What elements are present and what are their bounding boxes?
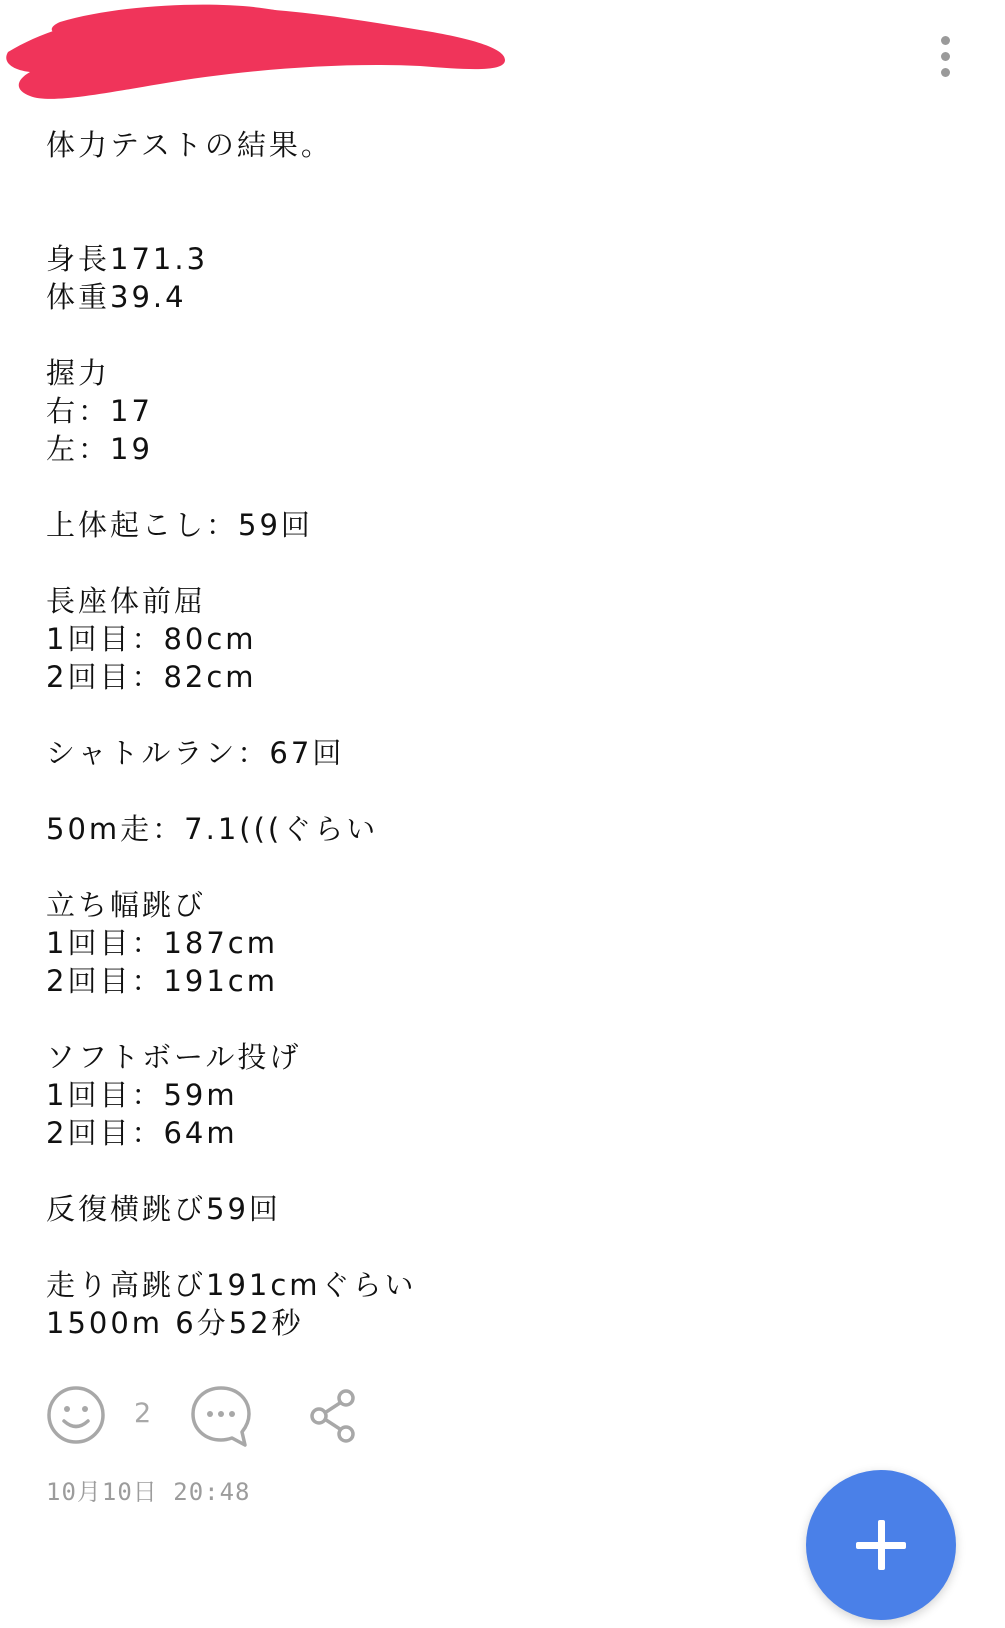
dash-50m-entry: 50m走：7.1(((ぐらい <box>46 812 379 846</box>
add-post-button[interactable] <box>806 1470 956 1620</box>
softball-first: 1回目：59m <box>46 1078 238 1112</box>
reaction-button[interactable] <box>46 1384 106 1446</box>
sit-reach-label: 長座体前屈 <box>46 584 207 618</box>
long-jump-label: 立ち幅跳び <box>46 888 207 922</box>
weight-entry: 体重39.4 <box>46 280 187 314</box>
softball-label: ソフトボール投げ <box>46 1040 302 1074</box>
blank-line <box>46 772 926 810</box>
share-button[interactable] <box>308 1388 358 1444</box>
more-options-button[interactable] <box>930 30 960 86</box>
sit-reach-second: 2回目：82cm <box>46 660 257 694</box>
more-dot <box>941 68 950 77</box>
blank-line <box>46 1228 926 1266</box>
height-entry: 身長171.3 <box>46 242 209 276</box>
post-actions <box>46 1384 446 1452</box>
post-body <box>46 126 926 1342</box>
run-1500m-entry: 1500m 6分52秒 <box>46 1306 304 1340</box>
long-jump-first: 1回目：187cm <box>46 926 278 960</box>
blank-line <box>46 544 926 582</box>
comment-bubble-icon <box>190 1384 252 1450</box>
redaction-mark <box>0 0 520 110</box>
smiley-icon <box>46 1384 106 1446</box>
comment-button[interactable] <box>190 1384 252 1450</box>
post-title: 体力テストの結果。 <box>46 128 333 162</box>
post-timestamp: 10月10日 20:48 <box>46 1478 251 1506</box>
softball-second: 2回目：64m <box>46 1116 238 1150</box>
blank-line <box>46 848 926 886</box>
sit-reach-first: 1回目：80cm <box>46 622 257 656</box>
blank-line <box>46 1152 926 1190</box>
high-jump-entry: 走り高跳び191cmぐらい <box>46 1268 417 1302</box>
blank-line <box>46 696 926 734</box>
blank-line <box>46 468 926 506</box>
reaction-count: 2 <box>134 1398 152 1429</box>
blank-line <box>46 316 926 354</box>
side-step-entry: 反復横跳び59回 <box>46 1192 281 1226</box>
situps-entry: 上体起こし：59回 <box>46 508 313 542</box>
blank-line <box>46 164 926 240</box>
long-jump-second: 2回目：191cm <box>46 964 278 998</box>
share-icon <box>308 1388 358 1444</box>
plus-bar-vertical <box>878 1520 885 1570</box>
grip-left: 左：19 <box>46 432 153 466</box>
shuttle-run-entry: シャトルラン：67回 <box>46 736 345 770</box>
blank-line <box>46 1000 926 1038</box>
grip-right: 右：17 <box>46 394 153 428</box>
more-vertical-icon <box>941 36 950 45</box>
grip-label: 握力 <box>46 356 111 390</box>
post-header <box>0 0 1005 110</box>
more-dot <box>941 52 950 61</box>
